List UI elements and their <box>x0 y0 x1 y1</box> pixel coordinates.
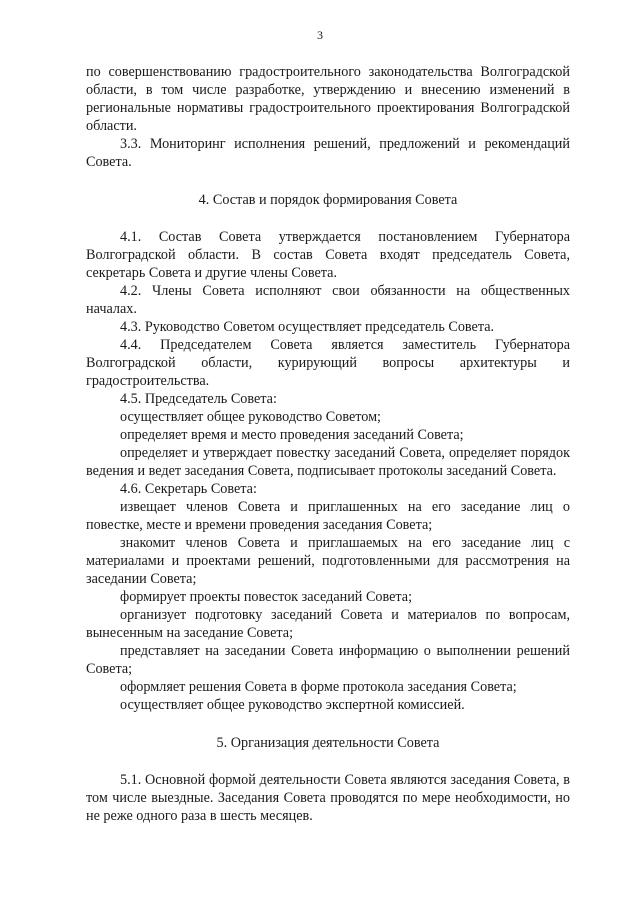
paragraph: организует подготовку заседаний Совета и материалов по вопросам, вынесенным на заседание Совета; <box>86 607 570 641</box>
paragraph: определяет и утверждает повестку заседаний Совета, определяет порядок ведения и ведет заседания Совета, подписывает протоколы заседаний Совета. <box>86 445 570 479</box>
page-number: 3 <box>317 28 323 42</box>
paragraph: 4.5. Председатель Совета: <box>120 391 277 407</box>
paragraph: извещает членов Совета и приглашенных на его заседание лиц о повестке, месте и времени проведения заседания Совета; <box>86 499 570 533</box>
section-heading: 4. Состав и порядок формирования Совета <box>198 192 458 208</box>
paragraph: осуществляет общее руководство экспертной комиссией. <box>120 697 465 713</box>
document-body <box>86 63 570 825</box>
paragraph: определяет время и место проведения заседаний Совета; <box>120 427 464 443</box>
paragraph: 5.1. Основной формой деятельности Совета являются заседания Совета, в том числе выездные. Заседания Совета проводятся по мере необходимости, но не реже одного раза в шесть месяцев. <box>86 772 570 824</box>
paragraph: представляет на заседании Совета информацию о выполнении решений Совета; <box>86 643 570 677</box>
paragraph: 4.1. Состав Совета утверждается постановлением Губернатора Волгоградской области. В состав Совета входят председатель Совета, секретарь Совета и другие члены Совета. <box>86 229 570 281</box>
paragraph: по совершенствованию градостроительного законодательства Волгоградской области, в том числе разработке, утверждению и внесению изменений в региональные нормативы градостроительного проектирования Волгоградской области. <box>86 64 570 134</box>
paragraph: знакомит членов Совета и приглашаемых на его заседание лиц с материалами и проектами решений, подготовленными для рассмотрения на заседании Совета; <box>86 535 570 587</box>
paragraph: 4.6. Секретарь Совета: <box>120 481 257 497</box>
paragraph: 4.4. Председателем Совета является заместитель Губернатора Волгоградской области, курирующий вопросы архитектуры и градостроительства. <box>86 337 570 389</box>
spacer <box>86 171 570 191</box>
paragraph: оформляет решения Совета в форме протокола заседания Совета; <box>120 679 517 695</box>
spacer <box>86 714 570 734</box>
paragraph: осуществляет общее руководство Советом; <box>120 409 381 425</box>
paragraph: 4.3. Руководство Советом осуществляет председатель Совета. <box>120 319 495 335</box>
paragraph: 4.2. Члены Совета исполняют свои обязанности на общественных началах. <box>86 283 570 317</box>
spacer <box>86 209 570 228</box>
paragraph: 3.3. Мониторинг исполнения решений, предложений и рекомендаций Совета. <box>86 136 570 170</box>
section-heading: 5. Организация деятельности Совета <box>216 735 440 751</box>
paragraph: формирует проекты повесток заседаний Совета; <box>120 589 413 605</box>
spacer <box>86 752 570 771</box>
